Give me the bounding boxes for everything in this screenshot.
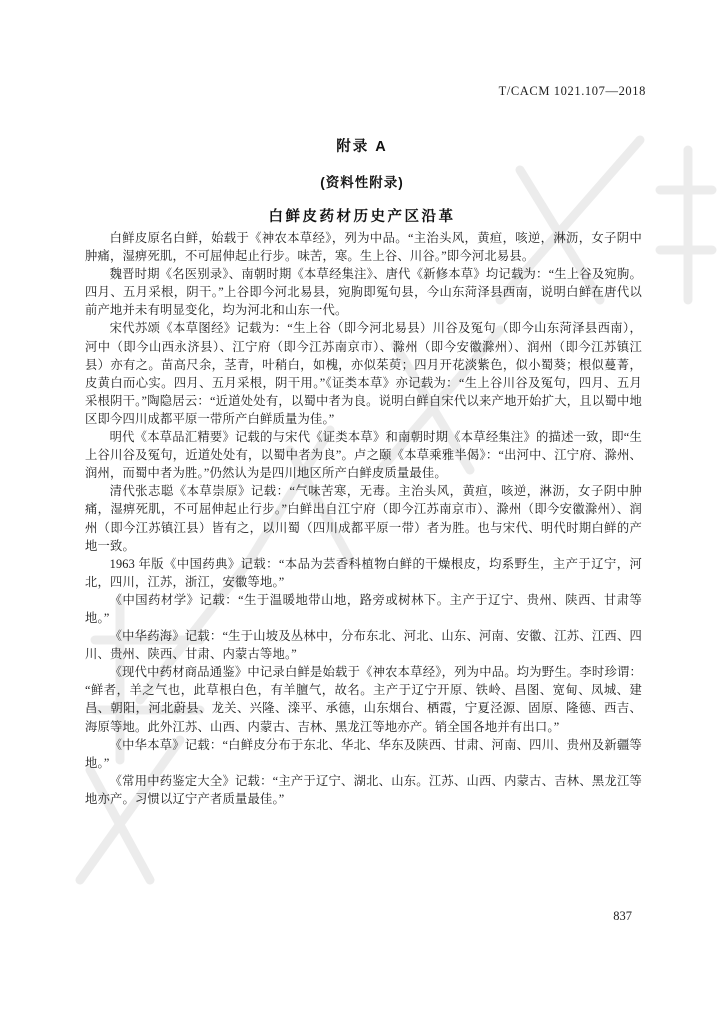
body-paragraph: 《中国药材学》记载：“生于温暖地带山地，路旁或树林下。主产于辽宁、贵州、陕西、甘肃等地。”	[85, 592, 642, 625]
body-paragraph: 魏晋时期《名医别录》、南朝时期《本草经集注》、唐代《新修本草》均记载为：“生上谷及宛朐。四月、五月采根，阴干。”上谷即今河北易县，宛朐即冤句县，今山东菏泽县西南，说明白鲜在唐代以前产地并未有明显变化，均为河北和山东一代。	[85, 267, 642, 318]
appendix-title: 附录 A	[336, 139, 388, 155]
body-paragraph: 《中华本草》记载：“白鲜皮分布于东北、华北、华东及陕西、甘肃、河南、四川、贵州及新疆等地。”	[85, 737, 642, 770]
body-paragraph: 《常用中药鉴定大全》记载：“主产于辽宁、湖北、山东。江苏、山西、内蒙古、吉林、黑龙江等地亦产。习惯以辽宁产者质量最佳。”	[85, 773, 642, 806]
body-content	[85, 229, 642, 808]
doc-code: T/CACM 1021.107—2018	[498, 84, 646, 98]
body-paragraph: 白鲜皮原名白鲜，始载于《神农本草经》，列为中品。“主治头风，黄疸，咳逆，淋沥，女子阴中肿痛，湿痹死肌，不可屈伸起止行步。味苦，寒。生上谷、川谷。”即今河北易县。	[85, 231, 642, 264]
body-paragraph: 1963 年版《中国药典》记载：“本品为芸香科植物白鲜的干燥根皮，均系野生，主产于辽宁，河北，四川，江苏，浙江，安徽等地。”	[85, 556, 642, 589]
page-number: 837	[613, 909, 632, 923]
appendix-titles	[0, 140, 724, 225]
appendix-subtitle: (资料性附录)	[320, 175, 404, 190]
body-paragraph: 《现代中药材商品通鉴》中记录白鲜是始载于《神农本草经》，列为中品。均为野生。李时珍谓：“鲜者，羊之气也，此草根白色，有羊膻气，故名。主产于辽宁开原、铁岭、昌图、宽甸、凤城、建昌、朝阳，河北蔚县、龙关、兴隆、滦平、承德，山东烟台、栖霞，宁夏泾源、固原、隆德、西吉、海原等地。此外江苏、山西、内蒙古、吉林、黑龙江等地亦产。销全国各地并有出口。”	[85, 665, 642, 734]
body-paragraph: 清代张志聪《本草崇原》记载：“气味苦寒，无毒。主治头风，黄疸，咳逆，淋沥，女子阴中肿痛，湿痹死肌，不可屈伸起止行步。”白鲜出自江宁府（即今江苏南京市）、滁州（即今安徽滁州）、润州（即今江苏镇江县）皆有之，以川蜀（四川成都平原一带）者为胜。也与宋代、明代时期白鲜的产地一致。	[85, 484, 642, 553]
appendix-heading: 白鲜皮药材历史产区沿革	[268, 209, 456, 225]
body-paragraph: 宋代苏颂《本草图经》记载为：“生上谷（即今河北易县）川谷及冤句（即今山东菏泽县西南），河中（即今山西永济县）、江宁府（即今江苏南京市）、滁州（即今安徽滁州）、润州（即今江苏镇江县）亦有之。苗高尺余，茎青，叶稍白，如槐，亦似茱萸；四月开花淡紫色，似小蜀葵；根似蔓菁，皮黄白而心实。四月、五月采根，阴干用。”《证类本草》亦记载为：“生上谷川谷及冤句，四月、五月采根阴干。”陶隐居云：“近道处处有，以蜀中者为良。说明白鲜自宋代以来产地开始扩大，且以蜀中地区即今四川成都平原一带所产白鲜质量为佳。”	[85, 321, 642, 426]
body-paragraph: 《中华药海》记载：“生于山坡及丛林中，分布东北、河北、山东、河南、安徽、江苏、江西、四川、贵州、陕西、甘肃、内蒙古等地。”	[85, 629, 642, 662]
body-paragraph: 明代《本草品汇精要》记载的与宋代《证类本草》和南朝时期《本草经集注》的描述一致，即“生上谷川谷及冤句，近道处处有，以蜀中者为良”。卢之颐《本草乘雅半偈》：“出河中、江宁府、滁州、润州，而蜀中者为胜。”仍然认为是四川地区所产白鲜皮质量最佳。	[85, 430, 642, 481]
